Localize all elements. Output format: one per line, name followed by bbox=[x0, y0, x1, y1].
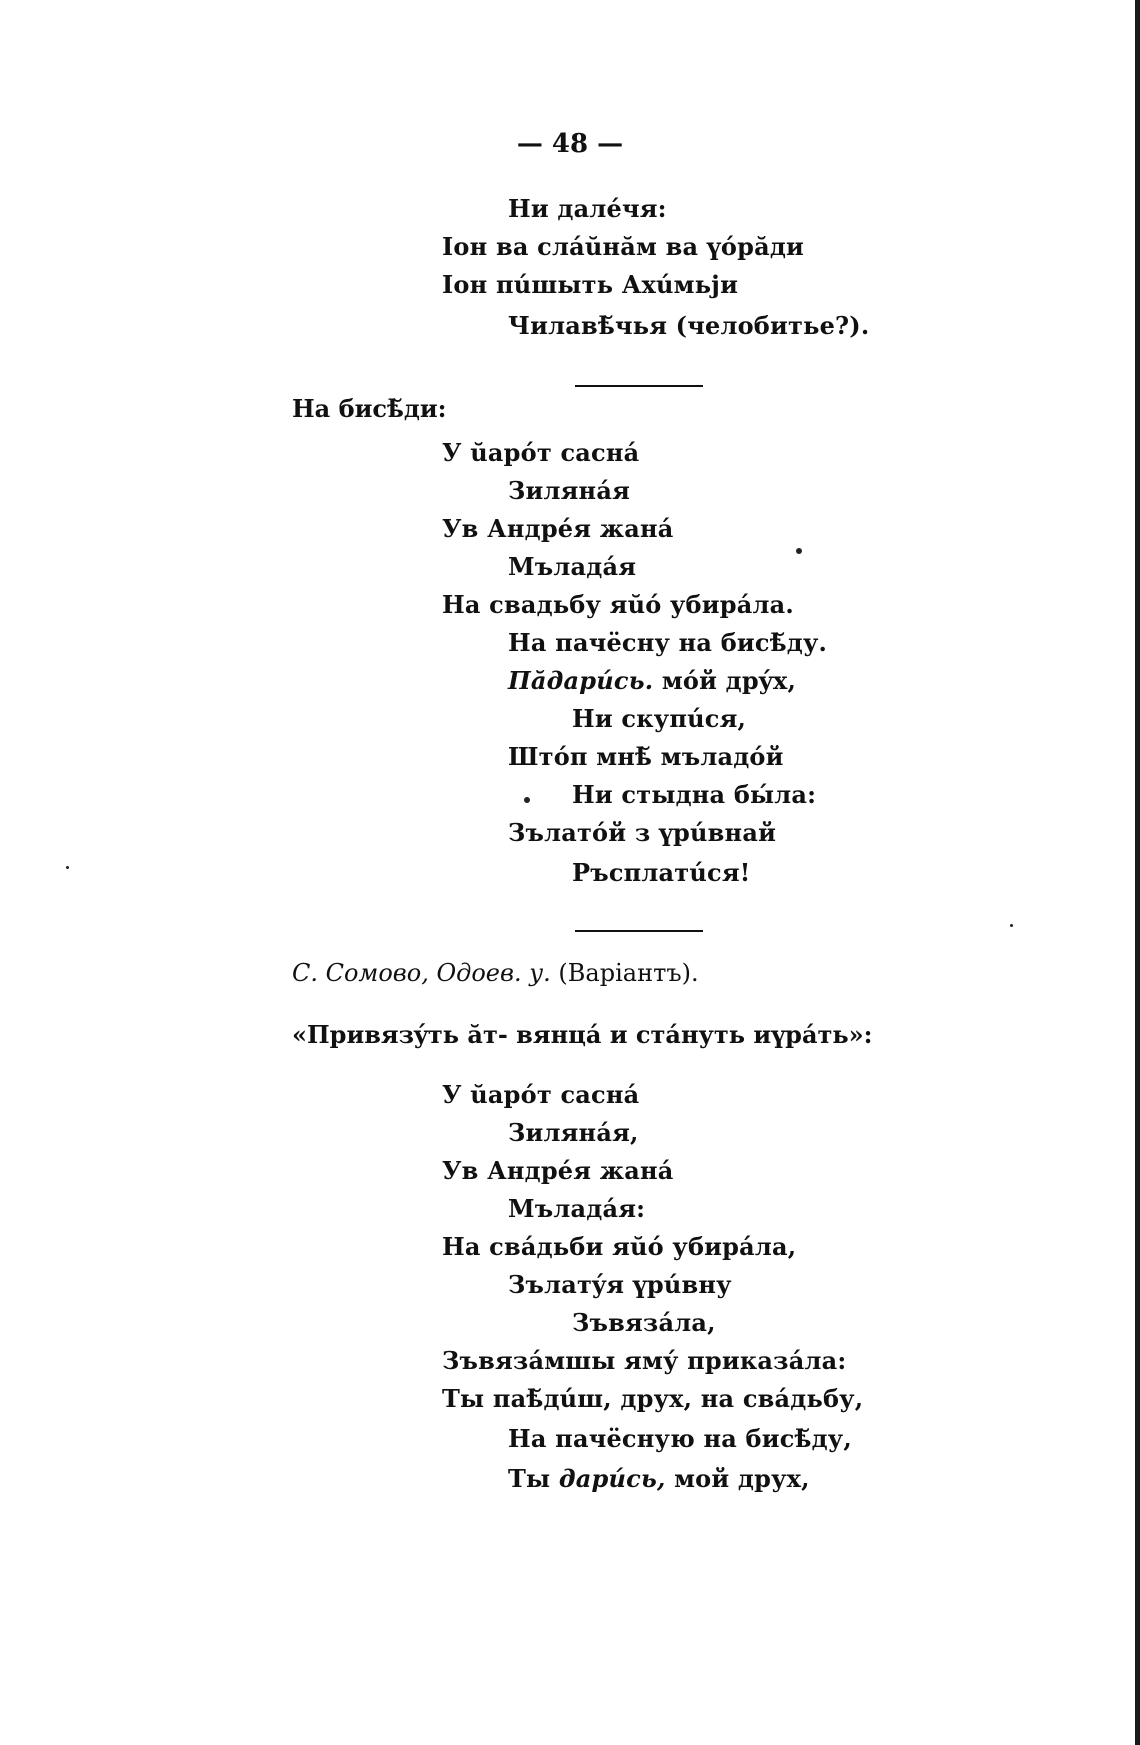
verse-line: Мъладáя bbox=[508, 552, 637, 581]
verse-line: Зъвязáмшы яму́ приказáла: bbox=[442, 1346, 847, 1375]
verse-line: Зилянáя, bbox=[508, 1118, 639, 1147]
verse-line: Ни стыдна бы́ла: bbox=[572, 780, 817, 809]
verse-line: У ŭарóт саснá bbox=[442, 1080, 640, 1109]
verse-line: Іон ва слáŭнăм ва үóрăди bbox=[442, 232, 805, 261]
scan-speck bbox=[66, 866, 69, 869]
verse-line: Зълатýя үрúвну bbox=[508, 1270, 732, 1299]
scan-speck bbox=[524, 797, 530, 803]
verse-line: Зъвязáла, bbox=[572, 1308, 716, 1337]
verse-line: Іон пúшыть Ахúмьји bbox=[442, 270, 739, 299]
verse-line: Мъладáя: bbox=[508, 1194, 646, 1223]
scan-speck bbox=[796, 548, 802, 554]
verse-line: Штóп мнѣ̆ мъладóй bbox=[508, 742, 784, 771]
section-heading: На бисѣ̆ди: bbox=[292, 394, 447, 423]
variant-label: (Варіантъ). bbox=[550, 959, 699, 987]
verse-line: Ръсплатúся! bbox=[572, 858, 751, 887]
verse-line: Ни скупúся, bbox=[572, 704, 747, 733]
place-name: С. Сомово, Одоев. у. bbox=[292, 959, 551, 987]
italic-word: Пăдарúсь. bbox=[508, 666, 654, 695]
verse-line: Ты паѣ̆дúш, друх, на свáдьбу, bbox=[442, 1384, 864, 1413]
verse-line: Зилянáя bbox=[508, 476, 631, 505]
verse-line-rest: мой друх, bbox=[665, 1464, 810, 1493]
verse-line bbox=[508, 1464, 810, 1494]
variant-caption bbox=[292, 958, 699, 988]
section-divider bbox=[575, 385, 703, 387]
verse-line-start: Ты bbox=[508, 1464, 559, 1493]
verse-line: Ув Андрéя жанá bbox=[442, 514, 674, 543]
verse-line: Зълатóй з үрúвнай bbox=[508, 818, 777, 847]
verse-line-rest: мóй дрýх, bbox=[653, 666, 797, 695]
verse-line: На пачёсну на бисѣ̆ду. bbox=[508, 628, 828, 657]
verse-line: Ни далéчя: bbox=[508, 194, 667, 223]
page-edge bbox=[1135, 0, 1140, 1745]
section-divider bbox=[575, 930, 703, 932]
verse-line bbox=[508, 666, 796, 696]
verse-line: На свадьбу яŭó убирáла. bbox=[442, 590, 794, 619]
verse-line: Ув Андрéя жанá bbox=[442, 1156, 674, 1185]
italic-word: дарúсь, bbox=[558, 1464, 666, 1493]
verse-line: У ŭарóт саснá bbox=[442, 438, 640, 467]
page-number: — 48 — bbox=[516, 129, 624, 159]
stage-instruction: «Привязýть ăт- вянцá и стáнуть иүрáть»: bbox=[292, 1020, 873, 1049]
verse-line: На пачёсную на бисѣ̆ду, bbox=[508, 1424, 852, 1453]
verse-line: На свáдьби яŭó убирáла, bbox=[442, 1232, 797, 1261]
scan-speck bbox=[1010, 924, 1013, 927]
verse-line: Чилавѣ̆чья (челобитье?). bbox=[508, 311, 870, 340]
